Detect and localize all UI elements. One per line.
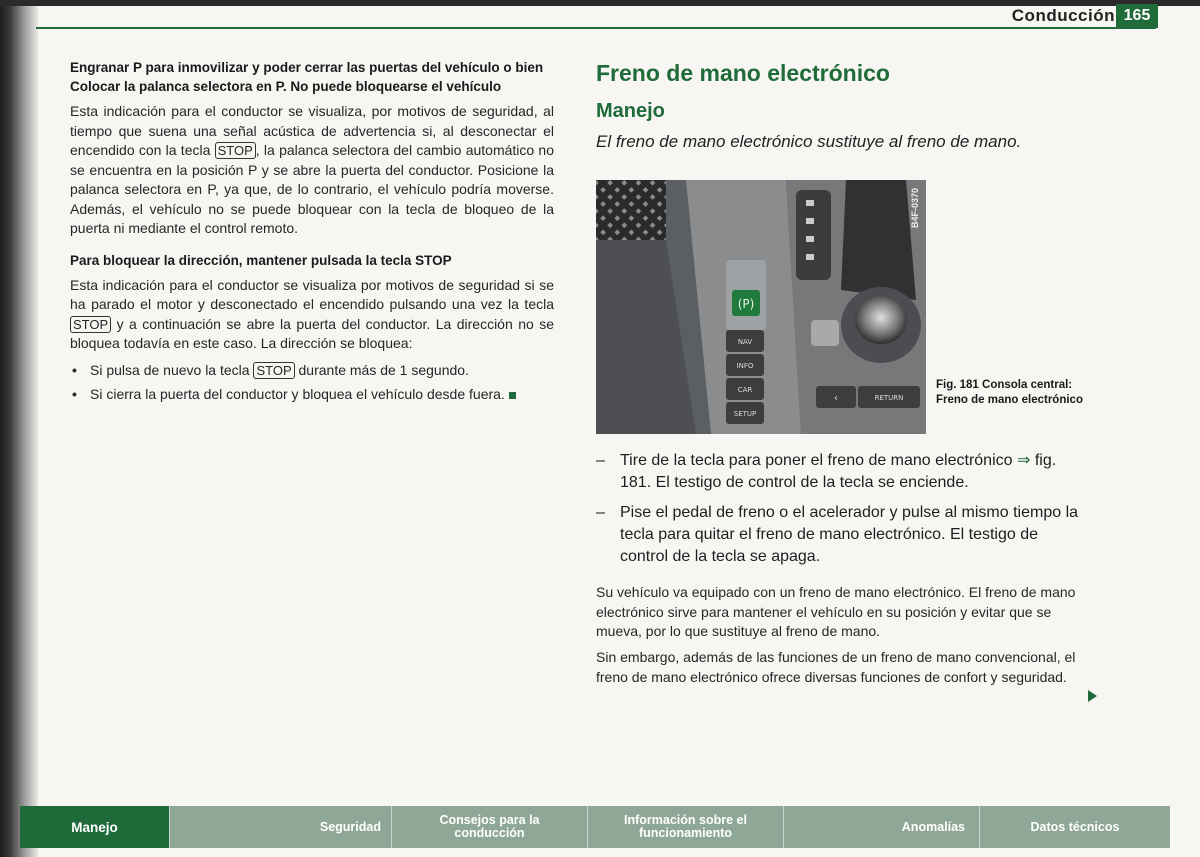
footer-navigation [20, 806, 1170, 848]
paragraph-engage-p [70, 102, 554, 239]
figure-181 [596, 180, 1088, 434]
back-arrow-icon: ‹ [834, 393, 838, 404]
stop-key: STOP [70, 316, 111, 333]
right-column [596, 58, 1086, 154]
text-fragment: Esta indicación para el conductor se visualiza por motivos de seguridad si se ha parado el motor y desconectado el encendido pulsando una vez la tecla [70, 276, 554, 312]
text-fragment: Esta indicación para el conductor se visualiza, por motivos de seguridad, al tiempo que suena una señal acústica de advertencia si, al desconectar el encendido con la tecla [70, 103, 554, 158]
tab-seguridad[interactable]: Seguridad [170, 806, 392, 848]
bullet-list [70, 360, 554, 404]
return-button-label: RETURN [874, 394, 904, 402]
heading-lock-steering: Para bloquear la dirección, mantener pulsada la tecla STOP [70, 252, 452, 268]
svg-text:(P): (P) [737, 297, 755, 311]
console-photo [596, 180, 926, 434]
end-of-section-icon [509, 392, 516, 399]
text-fragment: Pise el pedal de freno o el acelerador y pulse al mismo tiempo la tecla para quitar el freno de mano electrónico. El testigo de control de la tecla se apaga. [620, 504, 1079, 565]
bullet-icon: • [72, 385, 77, 402]
caption-text: Fig. 181 Consola central: Freno de mano electrónico [936, 379, 1083, 406]
list-item [70, 360, 554, 380]
tab-anomalias[interactable]: Anomalías [784, 806, 980, 848]
car-button-label: CAR [737, 386, 753, 394]
list-item [596, 450, 1084, 494]
subtitle: Manejo [596, 100, 665, 122]
section-title: Conducción [1011, 6, 1115, 25]
left-column [70, 58, 554, 408]
paragraph-lock-steering [70, 276, 554, 354]
console-illustration [596, 180, 926, 434]
text-fragment: Si cierra la puerta del conductor y bloquea el vehículo desde fuera. [90, 385, 505, 402]
figure-code: B4F-0370 [910, 188, 920, 229]
dash-icon: – [596, 452, 605, 469]
dash-icon: – [596, 504, 605, 521]
text-fragment: Tire de la tecla para poner el freno de mano electrónico [620, 452, 1017, 469]
reference-arrow-icon: ⇒ [1016, 452, 1031, 469]
tab-datos-tecnicos[interactable]: Datos técnicos [1030, 819, 1120, 834]
figure-caption [936, 378, 1086, 408]
bullet-icon: • [72, 361, 77, 378]
text-fragment: durante más de 1 segundo. [294, 361, 469, 378]
setup-button-label: SETUP [733, 410, 757, 418]
instruction-steps [596, 450, 1084, 576]
text-fragment: y a continuación se abre la puerta del conductor. La dirección no se bloquea todavía en este caso. La dirección se bloquea: [70, 315, 554, 351]
stop-key: STOP [215, 142, 256, 159]
nav-button-label: NAV [737, 338, 753, 346]
stop-key: STOP [253, 362, 294, 379]
list-item [596, 502, 1084, 568]
tab-consejos[interactable]: Consejos para la conducción [392, 806, 588, 848]
tab-informacion[interactable]: Información sobre el funcionamiento [588, 806, 784, 848]
continue-arrow-icon [1088, 690, 1097, 702]
heading-engage-p: Engranar P para inmovilizar y poder cerrar las puertas del vehículo o bien Colocar la palanca selectora en P. No puede bloquearse el vehículo [70, 60, 544, 94]
text-fragment: , la palanca selectora del cambio automático no se encuentra en la posición P y se abre la puerta del conductor. Posicione la palanca selectora en P, ya que, de lo contrario, el vehículo podría moverse. Además, el vehículo no se puede bloquear con la tecla de bloqueo de la puerta ni mediante el control remoto. [70, 142, 554, 236]
text-fragment: fig. 181. El testigo de control de la tecla se enciende. [620, 452, 1057, 491]
paragraph-description: Su vehículo va equipado con un freno de mano electrónico. El freno de mano electrónico sirve para mantener el vehículo en su posición y evitar que se mueva, por lo que sustituye al freno de mano. [596, 584, 1076, 639]
page-title: Freno de mano electrónico [596, 60, 890, 86]
text-fragment: Si pulsa de nuevo la tecla [90, 361, 254, 378]
pedal-icon [596, 180, 666, 240]
header-rule [36, 27, 1156, 29]
list-item [70, 384, 554, 404]
paragraph-functions: Sin embargo, además de las funciones de un freno de mano convencional, el freno de mano electrónico ofrece diversas funciones de confort y seguridad. [596, 649, 1076, 685]
mmi-knob [855, 296, 907, 344]
binding-shadow [0, 0, 38, 857]
page-number: 165 [1116, 4, 1158, 28]
intro-text: El freno de mano electrónico sustituye al freno de mano. [596, 132, 1022, 151]
info-button-label: INFO [736, 362, 754, 370]
tab-manejo[interactable]: Manejo [20, 806, 170, 848]
